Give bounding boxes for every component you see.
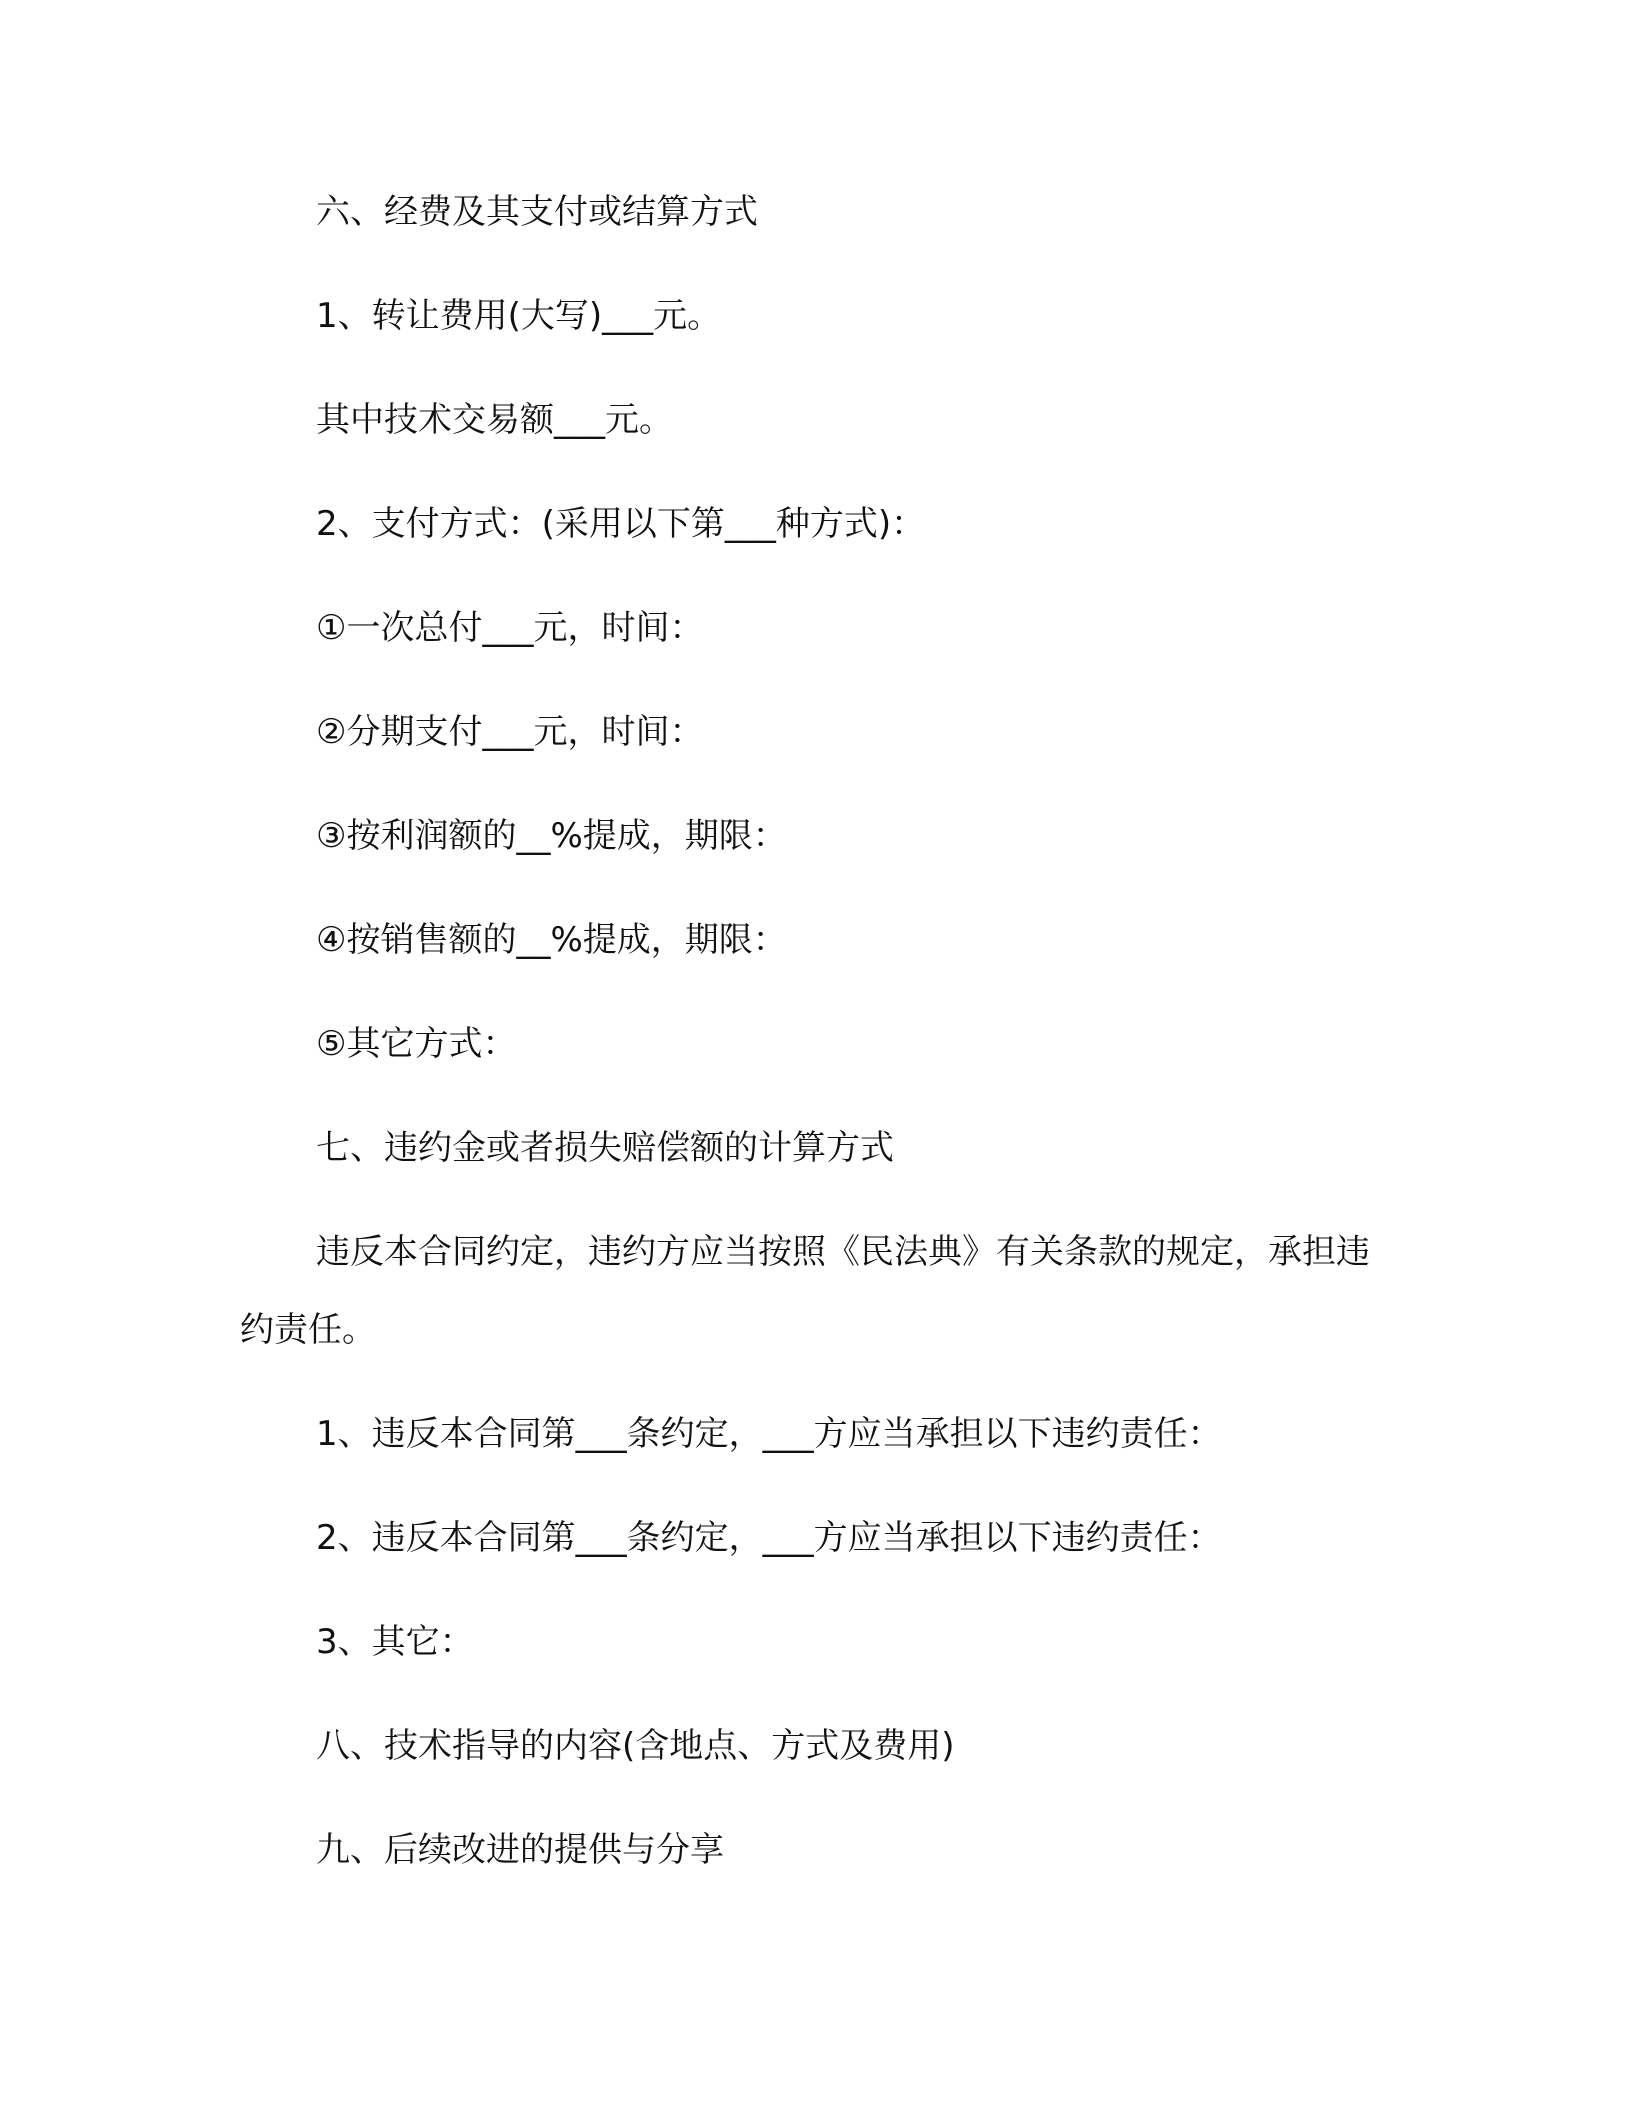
paragraph-transfer-fee: 1、转让费用(大写)___元。 [316, 296, 722, 336]
breach-item-1: 1、违反本合同第___条约定，___方应当承担以下违约责任： [316, 1414, 1222, 1454]
payment-option-3: ③按利润额的__%提成，期限： [316, 816, 787, 856]
payment-option-2: ②分期支付___元，时间： [316, 712, 704, 752]
paragraph-tech-amount: 其中技术交易额___元。 [316, 400, 673, 440]
payment-option-4: ④按销售额的__%提成，期限： [316, 920, 787, 960]
payment-option-5: ⑤其它方式： [316, 1024, 517, 1064]
paragraph-breach-liability: 违反本合同约定，违约方应当按照《民法典》有关条款的规定，承担违约责任。 [240, 1232, 1370, 1350]
section-heading-7: 七、违约金或者损失赔偿额的计算方式 [316, 1128, 894, 1168]
section-heading-8: 八、技术指导的内容(含地点、方式及费用) [316, 1726, 955, 1766]
breach-item-3: 3、其它： [316, 1622, 474, 1662]
section-heading-6: 六、经费及其支付或结算方式 [316, 192, 758, 232]
breach-item-2: 2、违反本合同第___条约定，___方应当承担以下违约责任： [316, 1518, 1222, 1558]
payment-option-1: ①一次总付___元，时间： [316, 608, 704, 648]
section-heading-9: 九、后续改进的提供与分享 [316, 1830, 724, 1870]
paragraph-payment-method: 2、支付方式：(采用以下第___种方式)： [316, 504, 926, 544]
document-body [240, 190, 1400, 1932]
